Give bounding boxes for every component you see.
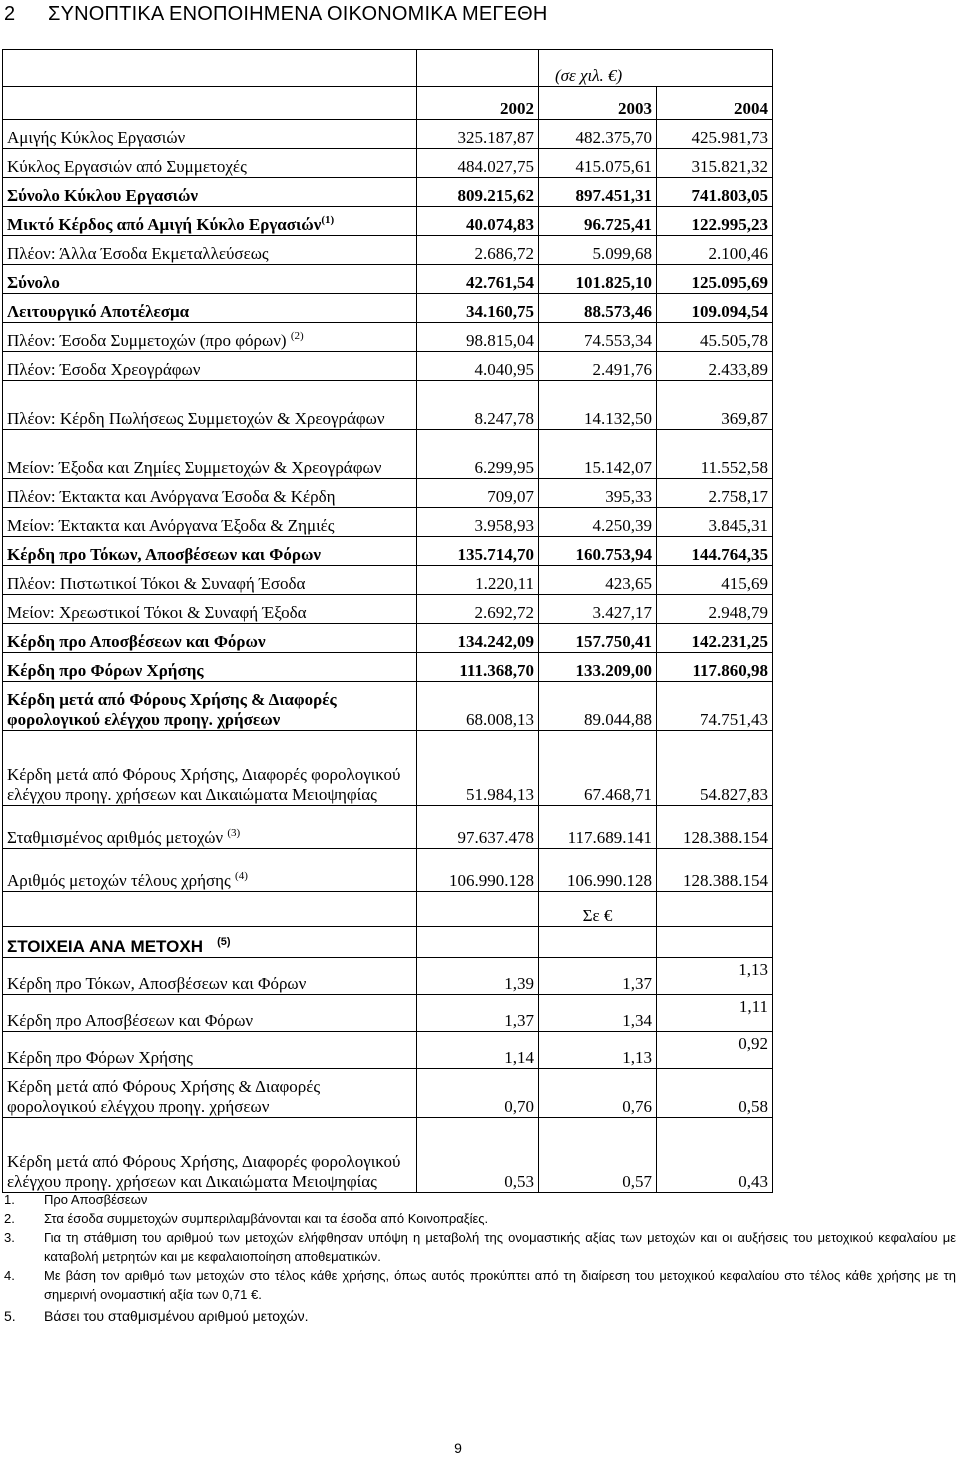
- value-cell: 67.468,71: [539, 731, 657, 806]
- value-cell: 1,39: [417, 958, 539, 995]
- row-label: Μείον: Έκτακτα και Ανόργανα Έξοδα & Ζημιές: [3, 508, 417, 537]
- per-share-title-text: ΣΤΟΙΧΕΙΑ ΑΝΑ ΜΕΤΟΧΗ: [7, 937, 203, 956]
- table-row: [3, 178, 773, 207]
- table-row: [3, 352, 773, 381]
- value-cell: 42.761,54: [417, 265, 539, 294]
- footnote-ref: (3): [227, 827, 241, 839]
- value-cell: 0,53: [417, 1118, 539, 1193]
- value-cell: 40.074,83: [417, 207, 539, 236]
- table-unit-row: [3, 50, 773, 87]
- table-row: [3, 381, 773, 430]
- footnote-item: [4, 1266, 956, 1304]
- value-cell: 415.075,61: [539, 149, 657, 178]
- value-cell: 5.099,68: [539, 236, 657, 265]
- row-label: Κέρδη προ Αποσβέσεων και Φόρων: [3, 995, 417, 1032]
- table-row: [3, 595, 773, 624]
- row-label: Κέρδη μετά από Φόρους Χρήσης & Διαφορές φορολογικού ελέγχου προηγ. χρήσεων: [3, 1069, 417, 1118]
- value-cell: 2.758,17: [657, 479, 773, 508]
- page-number: 9: [454, 1440, 462, 1456]
- value-cell: 96.725,41: [539, 207, 657, 236]
- value-cell: 1,37: [539, 958, 657, 995]
- value-cell: 74.751,43: [657, 682, 773, 731]
- value-cell: 395,33: [539, 479, 657, 508]
- value-cell: 2.100,46: [657, 236, 773, 265]
- value-cell: 117.689.141: [539, 806, 657, 849]
- row-label: Κέρδη προ Φόρων Χρήσης: [3, 653, 417, 682]
- value-cell: 809.215,62: [417, 178, 539, 207]
- table-row: [3, 207, 773, 236]
- value-cell: 45.505,78: [657, 323, 773, 352]
- value-cell: 54.827,83: [657, 731, 773, 806]
- value-cell: 135.714,70: [417, 537, 539, 566]
- value-cell: 122.995,23: [657, 207, 773, 236]
- row-label: Κέρδη μετά από Φόρους Χρήσης, Διαφορές φορολογικού ελέγχου προηγ. χρήσεων και Δικαιώματα Μειοψηφίας: [3, 1118, 417, 1193]
- footnote-ref: (5): [217, 936, 231, 948]
- value-cell: 709,07: [417, 479, 539, 508]
- row-label: Πλέον: Πιστωτικοί Τόκοι & Συναφή Έσοδα: [3, 566, 417, 595]
- table-row: [3, 849, 773, 892]
- table-row: [3, 624, 773, 653]
- value-cell: 0,92: [657, 1032, 773, 1069]
- footnote-item: [4, 1209, 956, 1228]
- per-share-row: [3, 995, 773, 1032]
- year-header: 2004: [657, 87, 773, 120]
- footnote-text: Για τη στάθμιση του αριθμού των μετοχών ελήφθησαν υπόψη η μεταβολή της ονομαστικής αξίας των μετοχών και οι αυξήσεις του μετοχικού κεφαλαίου με καταβολή μετρητών και με κεφαλαιοποίηση αποθεματικών.: [44, 1230, 956, 1264]
- footnote-text: Βάσει του σταθμισμένου αριθμού μετοχών.: [44, 1308, 309, 1324]
- row-label: Πλέον: Έσοδα Χρεογράφων: [3, 352, 417, 381]
- financial-summary-table: [2, 49, 773, 1193]
- value-cell: 415,69: [657, 566, 773, 595]
- value-cell: 133.209,00: [539, 653, 657, 682]
- row-label: Μείον: Χρεωστικοί Τόκοι & Συναφή Έξοδα: [3, 595, 417, 624]
- table-row: [3, 120, 773, 149]
- row-label-text: Μικτό Κέρδος από Αμιγή Κύκλο Εργασιών: [7, 215, 322, 234]
- value-cell: 74.553,34: [539, 323, 657, 352]
- value-cell: 0,58: [657, 1069, 773, 1118]
- per-share-row: [3, 1032, 773, 1069]
- value-cell: 897.451,31: [539, 178, 657, 207]
- table-row: [3, 653, 773, 682]
- value-cell: 88.573,46: [539, 294, 657, 323]
- value-cell: 111.368,70: [417, 653, 539, 682]
- row-label: Κύκλος Εργασιών από Συμμετοχές: [3, 149, 417, 178]
- value-cell: 325.187,87: [417, 120, 539, 149]
- footnote-text: Στα έσοδα συμμετοχών συμπεριλαμβάνονται και τα έσοδα από Κοινοπραξίες.: [44, 1211, 489, 1226]
- value-cell: 6.299,95: [417, 430, 539, 479]
- footnote-ref: (2): [290, 330, 304, 342]
- row-label: Σύνολο Κύκλου Εργασιών: [3, 178, 417, 207]
- value-cell: 1,11: [657, 995, 773, 1032]
- value-cell: 14.132,50: [539, 381, 657, 430]
- value-cell: 741.803,05: [657, 178, 773, 207]
- per-share-row: [3, 958, 773, 995]
- table-header-row: [3, 87, 773, 120]
- year-header: 2002: [417, 87, 539, 120]
- section-title: ΣΥΝΟΠΤΙΚΑ ΕΝΟΠΟΙΗΜΕΝΑ ΟΙΚΟΝΟΜΙΚΑ ΜΕΓΕΘΗ: [48, 3, 548, 25]
- row-label: Κέρδη προ Φόρων Χρήσης: [3, 1032, 417, 1069]
- footnote-number: 1.: [4, 1192, 15, 1207]
- footnote-item: [4, 1228, 956, 1266]
- value-cell: 128.388.154: [657, 806, 773, 849]
- table-row: [3, 806, 773, 849]
- value-cell: 142.231,25: [657, 624, 773, 653]
- per-share-title-row: [3, 927, 773, 958]
- value-cell: 1,13: [539, 1032, 657, 1069]
- value-cell: 3.958,93: [417, 508, 539, 537]
- value-cell: 109.094,54: [657, 294, 773, 323]
- per-share-title: [3, 927, 417, 958]
- footnote-number: 3.: [4, 1230, 15, 1245]
- row-label: Πλέον: Κέρδη Πωλήσεως Συμμετοχών & Χρεογράφων: [3, 381, 417, 430]
- value-cell: 128.388.154: [657, 849, 773, 892]
- value-cell: 1,37: [417, 995, 539, 1032]
- value-cell: 2.692,72: [417, 595, 539, 624]
- value-cell: 89.044,88: [539, 682, 657, 731]
- table-row: [3, 294, 773, 323]
- value-cell: 2.491,76: [539, 352, 657, 381]
- value-cell: 101.825,10: [539, 265, 657, 294]
- row-label: [3, 806, 417, 849]
- value-cell: 106.990.128: [539, 849, 657, 892]
- row-label: Πλέον: Άλλα Έσοδα Εκμεταλλεύσεως: [3, 236, 417, 265]
- value-cell: 0,76: [539, 1069, 657, 1118]
- value-cell: 11.552,58: [657, 430, 773, 479]
- footnotes: [4, 1190, 956, 1326]
- unit-label: (σε χιλ. €): [539, 50, 773, 87]
- footnote-number: 5.: [4, 1308, 16, 1324]
- value-cell: 106.990.128: [417, 849, 539, 892]
- table-row: [3, 537, 773, 566]
- per-share-row: [3, 1069, 773, 1118]
- section-heading: [4, 3, 548, 26]
- value-cell: 8.247,78: [417, 381, 539, 430]
- value-cell: 1,34: [539, 995, 657, 1032]
- value-cell: 425.981,73: [657, 120, 773, 149]
- table-cell: [657, 927, 773, 958]
- row-label: Σύνολο: [3, 265, 417, 294]
- table-row: [3, 236, 773, 265]
- per-share-row: [3, 1118, 773, 1193]
- value-cell: 97.637.478: [417, 806, 539, 849]
- table-cell: [3, 50, 417, 87]
- value-cell: 1.220,11: [417, 566, 539, 595]
- value-cell: 0,70: [417, 1069, 539, 1118]
- value-cell: 144.764,35: [657, 537, 773, 566]
- footnote-item: [4, 1190, 956, 1209]
- table-cell: [417, 892, 539, 927]
- table-row: [3, 566, 773, 595]
- row-label: Κέρδη προ Τόκων, Αποσβέσεων και Φόρων: [3, 958, 417, 995]
- row-label-text: Πλέον: Έσοδα Συμμετοχών (προ φόρων): [7, 331, 287, 350]
- table-row: [3, 479, 773, 508]
- value-cell: 3.427,17: [539, 595, 657, 624]
- year-header: 2003: [539, 87, 657, 120]
- table-row: [3, 430, 773, 479]
- section-number: 2: [4, 3, 16, 25]
- row-label: Μείον: Έξοδα και Ζημίες Συμμετοχών & Χρεογράφων: [3, 430, 417, 479]
- table-row: [3, 149, 773, 178]
- table-row: [3, 323, 773, 352]
- row-label-text: Σταθμισμένος αριθμός μετοχών: [7, 828, 224, 847]
- value-cell: 4.040,95: [417, 352, 539, 381]
- value-cell: 1,13: [657, 958, 773, 995]
- value-cell: 1,14: [417, 1032, 539, 1069]
- value-cell: 125.095,69: [657, 265, 773, 294]
- row-label: Αμιγής Κύκλος Εργασιών: [3, 120, 417, 149]
- row-label: [3, 849, 417, 892]
- value-cell: 0,57: [539, 1118, 657, 1193]
- row-label: [3, 207, 417, 236]
- value-cell: 484.027,75: [417, 149, 539, 178]
- value-cell: 68.008,13: [417, 682, 539, 731]
- value-cell: 4.250,39: [539, 508, 657, 537]
- value-cell: 134.242,09: [417, 624, 539, 653]
- row-label: Πλέον: Έκτακτα και Ανόργανα Έσοδα & Κέρδη: [3, 479, 417, 508]
- value-cell: 3.845,31: [657, 508, 773, 537]
- row-label-text: Αριθμός μετοχών τέλους χρήσης: [7, 871, 231, 890]
- value-cell: 2.948,79: [657, 595, 773, 624]
- value-cell: 15.142,07: [539, 430, 657, 479]
- value-cell: 482.375,70: [539, 120, 657, 149]
- row-label: [3, 323, 417, 352]
- row-label: Κέρδη προ Τόκων, Αποσβέσεων και Φόρων: [3, 537, 417, 566]
- table-cell: [417, 927, 539, 958]
- footnote-text: Με βάση τον αριθμό των μετοχών στο τέλος κάθε χρήσης, όπως αυτός προκύπτει από τη διαίρεση του μετοχικού κεφαλαίου στο τέλος κάθε χρήσης με τη σημερινή ονομαστική αξία των 0,71 €.: [44, 1268, 956, 1302]
- value-cell: 2.686,72: [417, 236, 539, 265]
- table-row: [3, 265, 773, 294]
- table-cell: [3, 87, 417, 120]
- value-cell: 2.433,89: [657, 352, 773, 381]
- row-label: Κέρδη μετά από Φόρους Χρήσης, Διαφορές φορολογικού ελέγχου προηγ. χρήσεων και Δικαιώματα Μειοψηφίας: [3, 731, 417, 806]
- value-cell: 51.984,13: [417, 731, 539, 806]
- value-cell: 34.160,75: [417, 294, 539, 323]
- table-row: [3, 508, 773, 537]
- table-row: [3, 682, 773, 731]
- footnote-number: 2.: [4, 1211, 15, 1226]
- value-cell: 98.815,04: [417, 323, 539, 352]
- table-cell: [539, 927, 657, 958]
- value-cell: 157.750,41: [539, 624, 657, 653]
- value-cell: 315.821,32: [657, 149, 773, 178]
- per-share-unit-row: [3, 892, 773, 927]
- footnote-text: Προ Αποσβέσεων: [44, 1192, 148, 1207]
- value-cell: 369,87: [657, 381, 773, 430]
- table-cell: [657, 892, 773, 927]
- value-cell: 0,43: [657, 1118, 773, 1193]
- footnote-item: [4, 1307, 956, 1326]
- footnote-ref: (1): [321, 214, 335, 226]
- table-row: [3, 731, 773, 806]
- value-cell: 117.860,98: [657, 653, 773, 682]
- value-cell: 423,65: [539, 566, 657, 595]
- row-label: Λειτουργικό Αποτέλεσμα: [3, 294, 417, 323]
- row-label: Κέρδη μετά από Φόρους Χρήσης & Διαφορές φορολογικού ελέγχου προηγ. χρήσεων: [3, 682, 417, 731]
- table-cell: [3, 892, 417, 927]
- row-label: Κέρδη προ Αποσβέσεων και Φόρων: [3, 624, 417, 653]
- footnote-ref: (4): [235, 870, 248, 882]
- table-cell: [417, 50, 539, 87]
- footnote-number: 4.: [4, 1268, 15, 1283]
- per-share-unit-label: Σε €: [539, 892, 657, 927]
- value-cell: 160.753,94: [539, 537, 657, 566]
